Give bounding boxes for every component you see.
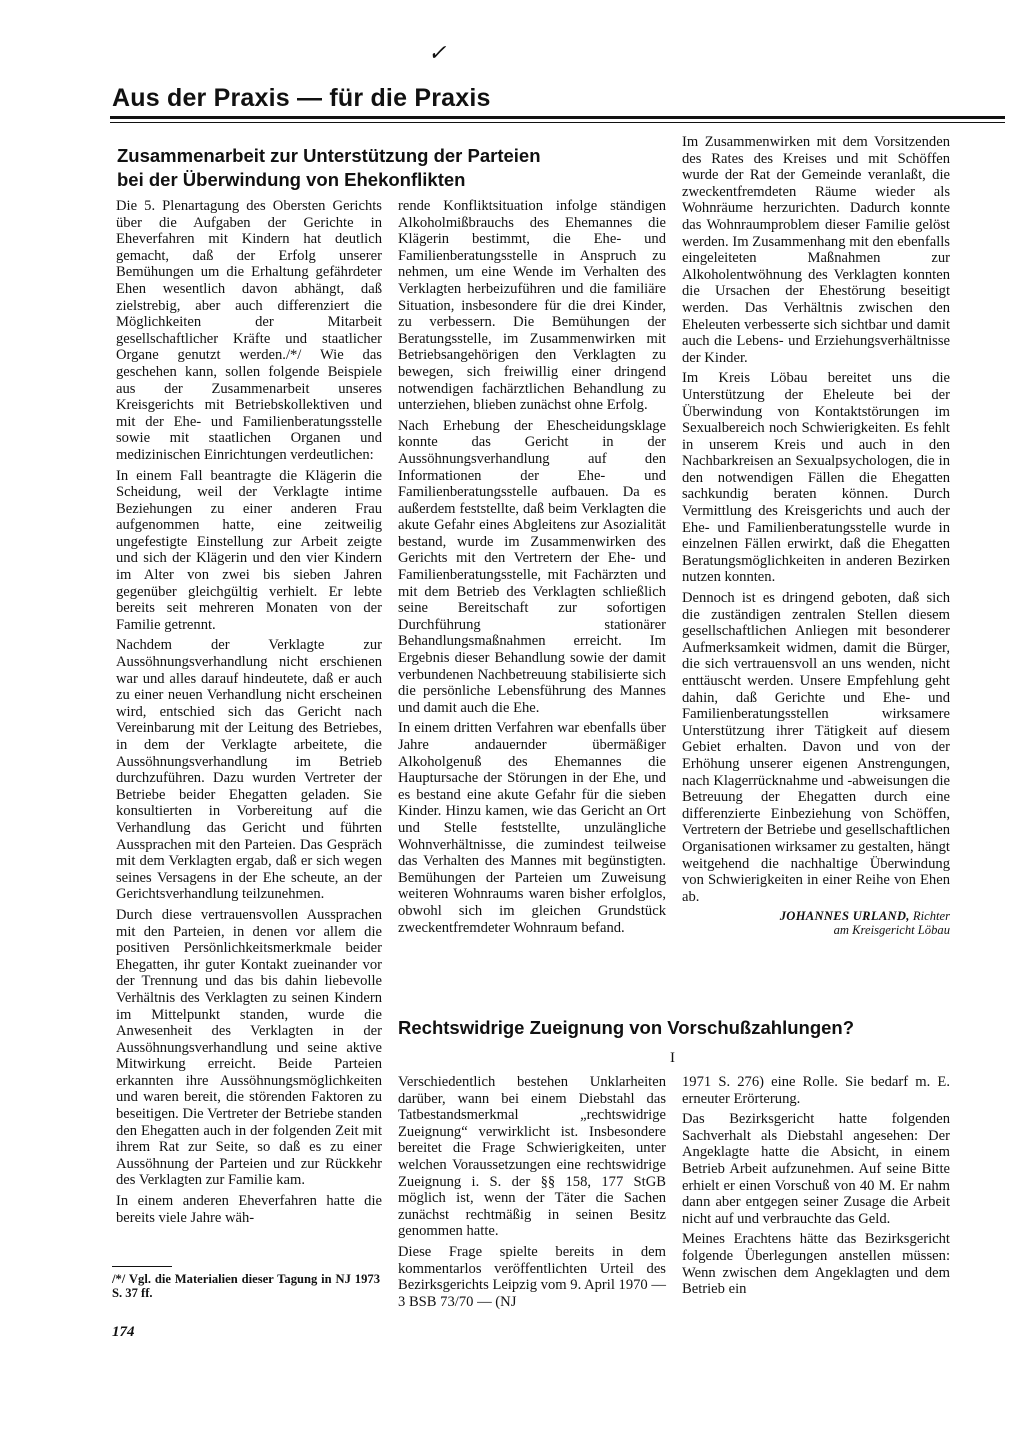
title-rule-thin xyxy=(110,122,1005,123)
paragraph: In einem dritten Verfahren war ebenfalls über Jahre andauernder übermäßiger Alkoholgenuß des Ehemannes die Hauptursache der Störungen in der Ehe, und es bestand eine akute Gefahr für die sieben Kinder. Hinzu kamen, wie das Gericht an Ort und Stelle feststellte, unzulängliche Wohnverhältnisse, die zumindest teilweise das Verhalten des Mannes mit begünstigten. Bemühungen der Parteien um Zuweisung weiteren Wohnraums waren bisher erfolglos, obwohl sich im gleichen Grundstück zweckentfremdeter Wohnraum befand. xyxy=(398,720,666,936)
author-role: Richter xyxy=(912,909,950,924)
page-number: 174 xyxy=(112,1324,135,1340)
author-signature xyxy=(682,909,950,937)
paragraph: Nach Erhebung der Ehescheidungsklage konnte das Gericht in der Aussöhnungsverhandlung auf den Informationen der Ehe- und Familienberatungsstelle aufbauen. Da es außerdem feststellte, daß beim Verklagten die akute Gefahr eines Abgleitens zur Asozialität bestand, wurde im Zusammenwirken des Gerichts mit den Vertretern der Ehe- und Familienberatungsstelle, mit Fachärzten und mit dem Betrieb des Verklagten schließlich seine Bereitschaft zur sofortigen Durchführung stationärer Behandlungsmaßnahmen erreicht. Im Ergebnis dieser Behandlung sowie der damit verbundenen Nachbetreuung stabilisierte sich die persönliche Lebensführung des Mannes und damit auch die Ehe. xyxy=(398,417,666,716)
author-name: JOHANNES URLAND, xyxy=(779,909,910,924)
paragraph: Diese Frage spielte bereits in dem kommentarlos veröffentlichten Urteil des Bezirksgerichts Leipzig vom 9. April 1970 — 3 BSB 73/70 — (NJ xyxy=(398,1243,666,1310)
paragraph: Im Zusammenwirken mit dem Vorsitzenden des Rates des Kreises und mit Schöffen wurde der Rat der Gemeinde veranlaßt, die zweckentfremdeten Räume wieder als Wohnräume herzurichten. Dadurch konnte das Wohnraumproblem dieser Familie gelöst werden. Im Zusammenhang mit den ebenfalls eingeleiteten Maßnahmen zur Alkoholentwöhnung des Verklagten konnten die Ursachen der Ehestörung beseitigt werden. Das Verhältnis zwischen den Eheleuten verbesserte sich sichtbar und damit auch die Lebens- und Erziehungsverhältnisse der Kinder. xyxy=(682,134,950,366)
paragraph: In einem Fall beantragte die Klägerin die Scheidung, weil der Verklagte intime Beziehungen zu einer anderen Frau aufgenommen hatte, eine zeitweilig ungefestigte Einstellung zur Arbeit zeigte und sich der Klägerin und den vier Kindern im Alter von zwei bis sieben Jahren gegenüber gleichgültig verhielt. Er lebte bereits seit mehreren Monaten von der Familie getrennt. xyxy=(116,467,382,633)
footnote-rule xyxy=(112,1266,172,1267)
title-rule xyxy=(110,116,1005,119)
paragraph: 1971 S. 276) eine Rolle. Sie bedarf m. E. erneuter Erörterung. xyxy=(682,1074,950,1107)
check-mark: ✓ xyxy=(428,40,447,65)
paragraph: Nachdem der Verklagte zur Aussöhnungsverhandlung nicht erschienen war und alles darauf hindeutete, daß er auch zu einer neuen Verhandlung nicht erscheinen wird, entschied sich das Gericht nach Vereinbarung mit der Leitung des Betriebes, in dem der Verklagte arbeitete, die Aussöhnungsverhandlung im Betrieb durchzuführen. Dazu wurden Vertreter der Betriebe beider Ehegatten geladen. Sie konsultierten in Vorbereitung auf die Verhandlung das Gericht und führten Aussprachen mit den Parteien. Das Gespräch mit dem Verklagten ergab, daß er sich wegen seines Versagens in der Ehe scheute, an der Gerichtsverhandlung teilzunehmen. xyxy=(116,637,382,903)
paragraph: Das Bezirksgericht hatte folgenden Sachverhalt als Diebstahl angesehen: Der Angeklagte hatte die Absicht, in einem Betrieb Arbeit aufzunehmen. Auf seine Bitte erhielt er einen Vorschuß von 40 M. Er nahm dann aber entgegen seiner Zusage die Arbeit nicht auf und verbrauchte das Geld. xyxy=(682,1111,950,1227)
article1-title-line1: Zusammenarbeit zur Unterstützung der Parteien xyxy=(117,145,541,166)
article1-column-3 xyxy=(682,134,950,937)
paragraph: Verschiedentlich bestehen Unklarheiten darüber, wann bei einem Diebstahl das Tatbestandsmerkmal „rechtswidrige Zueignung“ verwirklicht ist. Insbesondere bereitet die Frage Schwierigkeiten, unter welchen Voraussetzungen eine rechtswidrige Zueignung i. S. der §§ 158, 177 StGB möglich ist, wenn der Täter die Sachen zunächst rechtmäßig in seinen Besitz genommen hatte. xyxy=(398,1074,666,1240)
paragraph: rende Konfliktsituation infolge ständigen Alkoholmißbrauchs des Ehemannes die Klägerin bestimmt, die Ehe- und Familienberatungsstelle in Anspruch zu nehmen, um eine Wende im Verhalten des Verklagten herbeizuführen und die familiäre Situation, insbesondere für die drei Kinder, zu verbessern. Die Bemühungen der Beratungsstelle, im Zusammenwirken mit Betriebsangehörigen den Verklagten zu bewegen, sich freiwillig einer dringend notwendigen fachärztlichen Behandlung zu unterziehen, blieben zunächst ohne Erfolg. xyxy=(398,198,666,414)
article1-title xyxy=(117,144,567,192)
paragraph: Durch diese vertrauensvollen Aussprachen mit den Parteien, in denen vor allem die positiven Persönlichkeitsmerkmale beider Ehegatten, ihr guter Kontakt zueinander vor der Trennung und das bis dahin liebevolle Verhältnis des Verklagten zu seinen Kindern im Mittelpunkt standen, wurde die Anwesenheit des Verklagten in der Aussöhnungsverhandlung und seine aktive Mitwirkung erreicht. Beide Parteien erkannten ihre Aussöhnungsmöglichkeiten und waren bereit, die störenden Faktoren zu beseitigen. Die Vertreter der Betriebe standen den Ehegatten auch in der folgenden Zeit mit ihrem Rat zur Seite, so daß es zu einer Aussöhnung der Parteien und zur Rückkehr des Verklagten zur Familie kam. xyxy=(116,906,382,1189)
paragraph: Dennoch ist es dringend geboten, daß sich die zuständigen zentralen Stellen diesem gesellschaftlichen Anliegen mit besonderer Aufmerksamkeit widmen, damit die Bürger, die sich vertrauensvoll an uns wenden, nicht enttäuscht werden. Unsere Empfehlung geht dahin, daß Gerichte und Ehe- und Familienberatungsstellen wirksamere Unterstützung ihrer Tätigkeit auf diesem Gebiet erhalten. Davon und von der Erhöhung unserer eigenen Anstrengungen, nach Klagerrücknahme und -abweisungen die Betreuung der Ehegatten durch eine differenzierte Einbeziehung von Schöffen, Vertretern der Betriebe und gesellschaftlichen Organisationen wirksamer zu gestalten, hängt weitgehend die nachhaltige Überwindung von Schwierigkeiten in einer Reihe von Ehen ab. xyxy=(682,590,950,905)
paragraph: In einem anderen Eheverfahren hatte die bereits viele Jahre wäh- xyxy=(116,1193,382,1226)
author-court: am Kreisgericht Löbau xyxy=(833,923,950,938)
article1-column-1 xyxy=(116,198,382,1230)
section-numeral: I xyxy=(670,1050,675,1066)
footnote: /*/ Vgl. die Materialien dieser Tagung in NJ 1973 S. 37 ff. xyxy=(112,1272,380,1300)
article2-title: Rechtswidrige Zueignung von Vorschußzahlungen? xyxy=(398,1017,855,1038)
paragraph: Die 5. Plenartagung des Obersten Gerichts über die Aufgaben der Gerichte in Eheverfahren mit Kindern hat deutlich gemacht, daß der Erfolg unserer Bemühungen um die Erhaltung gefährdeter Ehen wesentlich davon abhängt, daß zielstrebig, aber auch differenziert die Möglichkeiten der Mitarbeit gesellschaftlicher Kräfte und staatlicher Organe genutzt werden./*/ Wie das geschehen kann, sollen folgende Beispiele aus der Zusammenarbeit unseres Kreisgerichts mit Betriebskollektiven und mit der Ehe- und Familienberatungsstelle sowie mit staatlichen Organen und medizinischen Einrichtungen verdeutlichen: xyxy=(116,198,382,463)
article1-title-line2: bei der Überwindung von Ehekonflikten xyxy=(117,169,466,190)
article2-column-2 xyxy=(682,1074,950,1302)
section-title: Aus der Praxis — für die Praxis xyxy=(112,84,491,112)
article1-column-2 xyxy=(398,198,666,940)
paragraph: Im Kreis Löbau bereitet uns die Unterstützung der Eheleute bei der Überwindung von Kontaktstörungen im Sexualbereich noch Schwierigkeiten. Es fehlt in unserem Kreis und auch in den Nachbarkreisen an Sexualpsychologen, die in den notwendigen Fällen die Ehegatten sachkundig beraten können. Durch Vermittlung des Kreisgerichts und auch der Ehe- und Familienberatungsstelle wurde in einzelnen Fällen erwirkt, daß die Ehegatten Beratungsmöglichkeiten in anderen Bezirken nutzen konnten. xyxy=(682,370,950,586)
paragraph: Meines Erachtens hätte das Bezirksgericht folgende Überlegungen anstellen müssen: Wenn zwischen dem Angeklagten und dem Betrieb ein xyxy=(682,1231,950,1298)
article2-column-1 xyxy=(398,1074,666,1314)
